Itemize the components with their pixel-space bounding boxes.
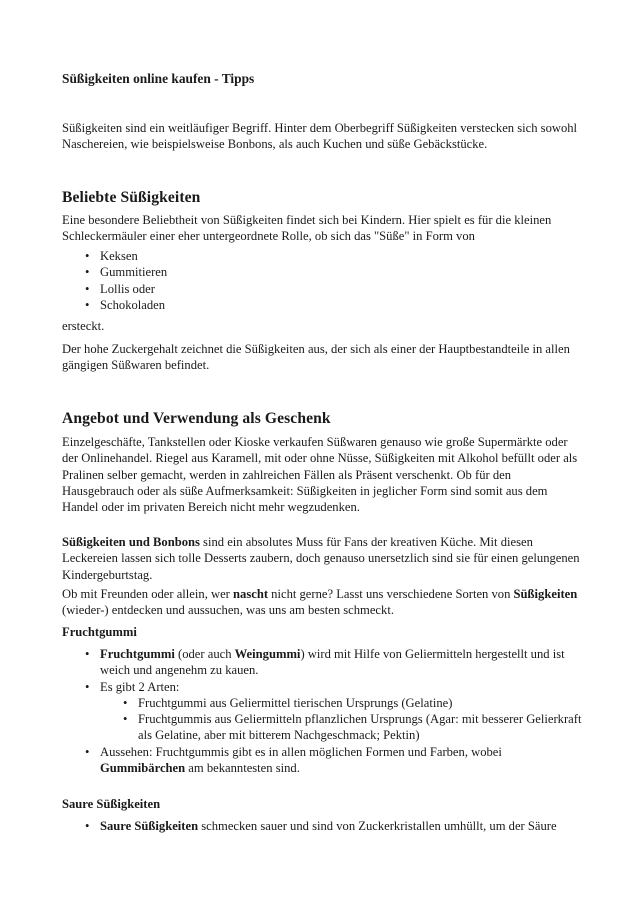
list-item — [62, 679, 582, 744]
bold-text: Fruchtgummi — [100, 647, 175, 661]
list-item — [62, 818, 582, 834]
subheading-saure: Saure Süßigkeiten — [62, 797, 161, 811]
list-item — [62, 646, 582, 679]
list-item: • Keksen — [62, 248, 582, 264]
paragraph-text: sind ein absolutes Muss für Fans der kreativen Küche. Mit diesen Leckereien lassen sich tolle Desserts zaubern, doch genauso unersetzlich sind sie für einen gelungenen Kindergeburtstag. — [62, 535, 580, 582]
list-item — [62, 744, 582, 777]
section1-paragraph2: Der hohe Zuckergehalt zeichnet die Süßigkeiten aus, der sich als einer der Hauptbestandteile in allen gängigen Süßwaren befindet. — [62, 342, 570, 373]
list-item: • Schokoladen — [62, 297, 582, 313]
list-text: Aussehen: Fruchtgummis gibt es in allen möglichen Formen und Farben, wobei — [100, 744, 502, 759]
page-title: Süßigkeiten online kaufen - Tipps — [62, 71, 255, 86]
list-text: ) wird mit Hilfe von Geliermitteln hergestellt und ist weich und angenehm zu kauen. — [100, 647, 565, 678]
section2-paragraph3 — [62, 534, 582, 583]
paragraph-text: Ob mit Freunden oder allein, wer — [62, 587, 234, 601]
section2-paragraph4 — [62, 586, 582, 619]
sweets-list — [62, 248, 582, 313]
list-text: (oder auch — [174, 647, 235, 661]
section1-after-list: ersteckt. — [62, 319, 105, 333]
list-item: • Lollis oder — [62, 281, 582, 297]
subheading-fruchtgummi: Fruchtgummi — [62, 625, 137, 639]
sub-list — [100, 695, 582, 744]
bold-text: Saure Süßigkeiten — [100, 819, 199, 833]
section2-paragraph: Einzelgeschäfte, Tankstellen oder Kioske verkaufen Süßwaren genauso wie große Supermärkte oder der Onlinehandel. Riegel aus Karamell, mit oder ohne Nüsse, Süßigkeiten mit Alkohol befüllt oder als Pralinen selber gemacht, werden in zahlreichen Fällen als Präsent verschenkt. Ob für den Hausgebrauch oder als süße Aufmerksamkeit: Süßigkeiten in jeglicher Form sind somit aus dem Handel oder im privaten Bereich nicht mehr wegzudenken. — [62, 435, 578, 515]
bold-text: Süßigkeiten — [513, 587, 578, 601]
section1-paragraph: Eine besondere Beliebtheit von Süßigkeiten findet sich bei Kindern. Hier spielt es für die kleinen Schleckermäuler einer eher untergeordnete Rolle, ob sich das "Süße" in Form von — [62, 213, 552, 244]
sub-list-item: • Fruchtgummis aus Geliermitteln pflanzlichen Ursprungs (Agar: mit besserer Gelierkraft als Gelatine, aber mit bitterem Nachgeschmack; Pektin) — [100, 711, 582, 744]
fruchtgummi-list — [62, 646, 582, 776]
bold-text: Gummibärchen — [100, 761, 186, 776]
bold-text: Süßigkeiten und Bonbons — [62, 535, 200, 549]
list-text: schmecken sauer und sind von Zuckerkristallen umhüllt, um der Säure — [198, 819, 557, 833]
bold-text: Weingummi — [234, 647, 301, 661]
intro-paragraph: Süßigkeiten sind ein weitläufiger Begriff. Hinter dem Oberbegriff Süßigkeiten verstecken sich sowohl Naschereien, wie beispielsweise Bonbons, als auch Kuchen und süße Gebäckstücke. — [62, 121, 578, 152]
list-text: am bekanntesten sind. — [185, 761, 300, 776]
section-heading-angebot: Angebot und Verwendung als Geschenk — [62, 410, 331, 427]
section-heading-beliebte: Beliebte Süßigkeiten — [62, 189, 201, 206]
list-text: Es gibt 2 Arten: — [100, 679, 180, 694]
sub-list-item: • Fruchtgummi aus Geliermittel tierischen Ursprungs (Gelatine) — [100, 695, 582, 711]
paragraph-text: nicht gerne? Lasst uns verschiedene Sorten von — [268, 587, 514, 601]
saure-list — [62, 818, 582, 834]
bold-text: nascht — [233, 587, 269, 601]
paragraph-text: (wieder-) entdecken und aussuchen, was uns am besten schmeckt. — [62, 603, 394, 618]
list-item: • Gummitieren — [62, 264, 582, 280]
